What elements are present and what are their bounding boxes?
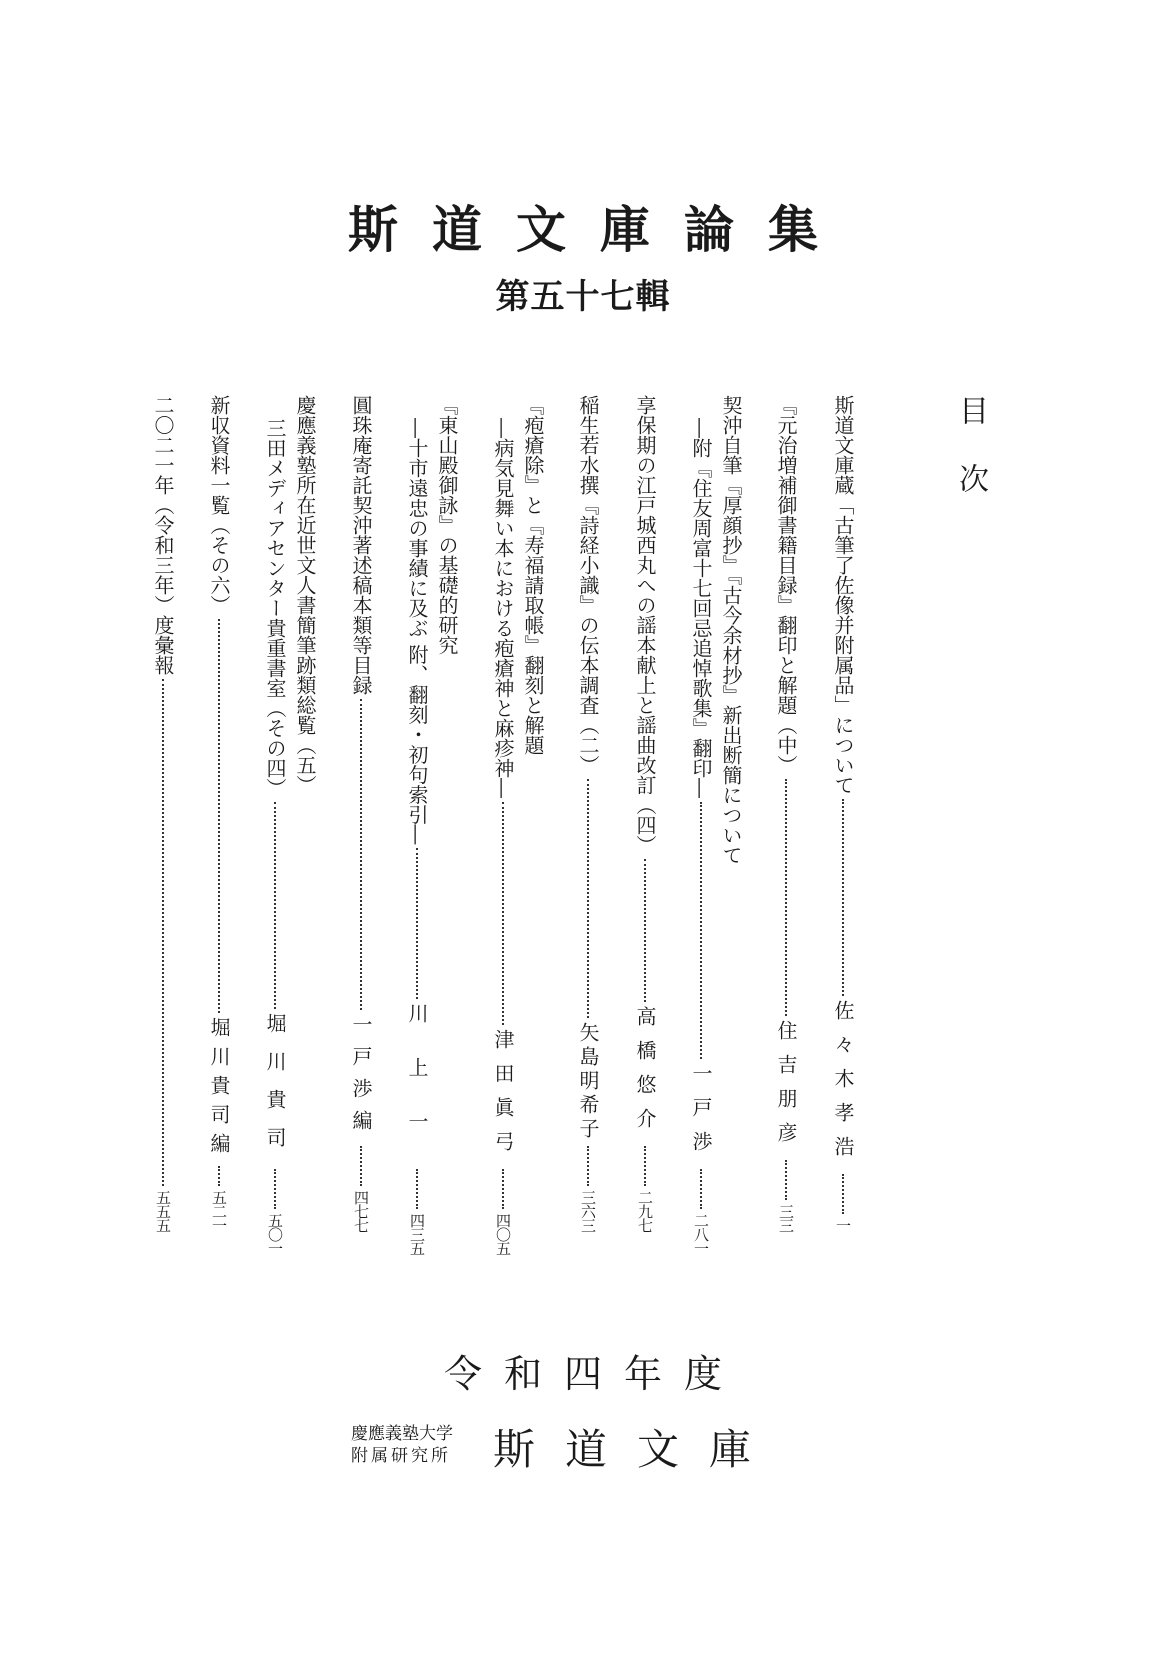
toc-entry-title: 稲生若水撰『詩経小識』の伝本調査（二） xyxy=(576,395,600,775)
leader-dots xyxy=(218,1166,220,1186)
toc-entry-page: 三六三 xyxy=(579,1190,597,1232)
toc-entry-author: 一戸渉 xyxy=(689,1063,713,1165)
toc-entry-subtitle: ―十市遠忠の事績に及ぶ 附、翻刻・初句索引― xyxy=(405,418,429,845)
leader-dots xyxy=(587,1146,589,1186)
volume-number: 第五十七輯 xyxy=(495,277,671,317)
leader-dots xyxy=(416,848,418,999)
toc-entry-8 xyxy=(348,395,374,1232)
toc-entry-title: 二〇二一年（令和三年）度彙報 xyxy=(151,395,175,675)
leader-dots xyxy=(218,619,220,1013)
toc-entry-11 xyxy=(150,395,176,1232)
toc-entry-title: 慶應義塾所在近世文人書簡筆跡類総覧（五） xyxy=(293,395,317,795)
publisher-name: 斯道文庫 xyxy=(493,1425,782,1474)
toc-entry-2 xyxy=(773,395,799,1232)
toc-heading: 目次 xyxy=(953,395,988,531)
toc-entry-page: 一 xyxy=(834,1218,852,1232)
toc-entry-page: 五二一 xyxy=(210,1190,228,1232)
book-title: 斯道文庫論集 xyxy=(348,201,852,259)
toc-entry-3 xyxy=(688,418,714,1255)
toc-entry-title: 斯道文庫蔵「古筆了佐像并附属品」について xyxy=(831,395,855,795)
leader-dots xyxy=(416,1169,418,1209)
toc-entry-author: 佐々木孝浩 xyxy=(831,1000,855,1170)
toc-entry-6-title xyxy=(520,395,546,1232)
toc-entry-author: 津田眞弓 xyxy=(491,1029,515,1165)
toc-entry-7 xyxy=(404,418,430,1255)
toc-entry-title: 享保期の江戸城西丸への謡本献上と謡曲改訂（四） xyxy=(633,395,657,855)
leader-dots xyxy=(785,779,787,1016)
toc-entry-page: 二八一 xyxy=(692,1213,710,1255)
toc-entry-author: 川上一 xyxy=(405,1003,429,1165)
toc-entry-title: 新収資料一覧（その六） xyxy=(207,395,231,615)
leader-dots xyxy=(502,1169,504,1209)
publisher-line-2: 附属研究所 xyxy=(351,1446,451,1466)
toc-entry-5 xyxy=(575,395,601,1232)
toc-entry-9-title xyxy=(292,395,318,1232)
publication-year: 令和四年度 xyxy=(443,1352,744,1396)
toc-entry-subtitle: 三田メディアセンター貴重書室（その四） xyxy=(263,418,287,798)
toc-entry-title: 契沖自筆『厚顔抄』『古今余材抄』新出断簡について xyxy=(719,395,743,865)
toc-entry-page: 四七七 xyxy=(352,1190,370,1232)
toc-entry-author: 堀川貴司編 xyxy=(207,1017,231,1162)
leader-dots xyxy=(842,1174,844,1214)
leader-dots xyxy=(644,859,646,1002)
leader-dots xyxy=(842,799,844,996)
publisher xyxy=(351,1423,851,1499)
toc-entry-author: 一戸渉編 xyxy=(349,1014,373,1142)
toc-entry-page: 五五五 xyxy=(154,1190,172,1232)
toc-entry-title: 『疱瘡除』と『寿福請取帳』翻刻と解題 xyxy=(521,395,545,755)
leader-dots xyxy=(785,1160,787,1200)
leader-dots xyxy=(274,1169,276,1209)
toc-entry-title: 『元治増補御書籍目録』翻印と解題（中） xyxy=(774,395,798,775)
toc-entry-page: 四〇五 xyxy=(494,1213,512,1255)
toc-entry-author: 矢島明希子 xyxy=(576,1022,600,1142)
toc-entry-title: 『東山殿御詠』の基礎的研究 xyxy=(435,395,459,655)
toc-entry-author: 堀川貴司 xyxy=(263,1013,287,1165)
toc-entry-7-title xyxy=(434,395,460,1232)
leader-dots xyxy=(360,1146,362,1186)
toc-entry-1 xyxy=(830,395,856,1232)
toc-entry-10 xyxy=(206,395,232,1232)
toc-entry-subtitle: ―附『住友周富十七回忌追悼歌集』翻印― xyxy=(689,418,713,798)
toc-entry-subtitle: ―病気見舞い本における疱瘡神と麻疹神― xyxy=(491,418,515,798)
toc-entry-6 xyxy=(490,418,516,1255)
leader-dots xyxy=(162,679,164,1186)
leader-dots xyxy=(700,802,702,1059)
toc-entry-author: 高橋悠介 xyxy=(633,1006,657,1142)
publisher-affiliation xyxy=(351,1423,469,1467)
toc-entry-4 xyxy=(632,395,658,1232)
toc-entry-page: 二九七 xyxy=(636,1190,654,1232)
leader-dots xyxy=(502,802,504,1025)
publisher-line-1: 慶應義塾大学 xyxy=(351,1424,453,1444)
toc-entry-page: 四三五 xyxy=(408,1213,426,1255)
leader-dots xyxy=(587,779,589,1018)
toc-entry-page: 三三 xyxy=(777,1204,795,1232)
leader-dots xyxy=(360,699,362,1010)
leader-dots xyxy=(644,1146,646,1186)
leader-dots xyxy=(274,802,276,1009)
toc-entry-9 xyxy=(262,418,288,1255)
toc-entry-3-title xyxy=(718,395,744,1232)
toc-entry-author: 住吉朋彦 xyxy=(774,1020,798,1156)
leader-dots xyxy=(700,1169,702,1209)
toc-entry-page: 五〇一 xyxy=(266,1213,284,1255)
toc-entry-title: 圓珠庵寄託契沖著述稿本類等目録 xyxy=(349,395,373,695)
